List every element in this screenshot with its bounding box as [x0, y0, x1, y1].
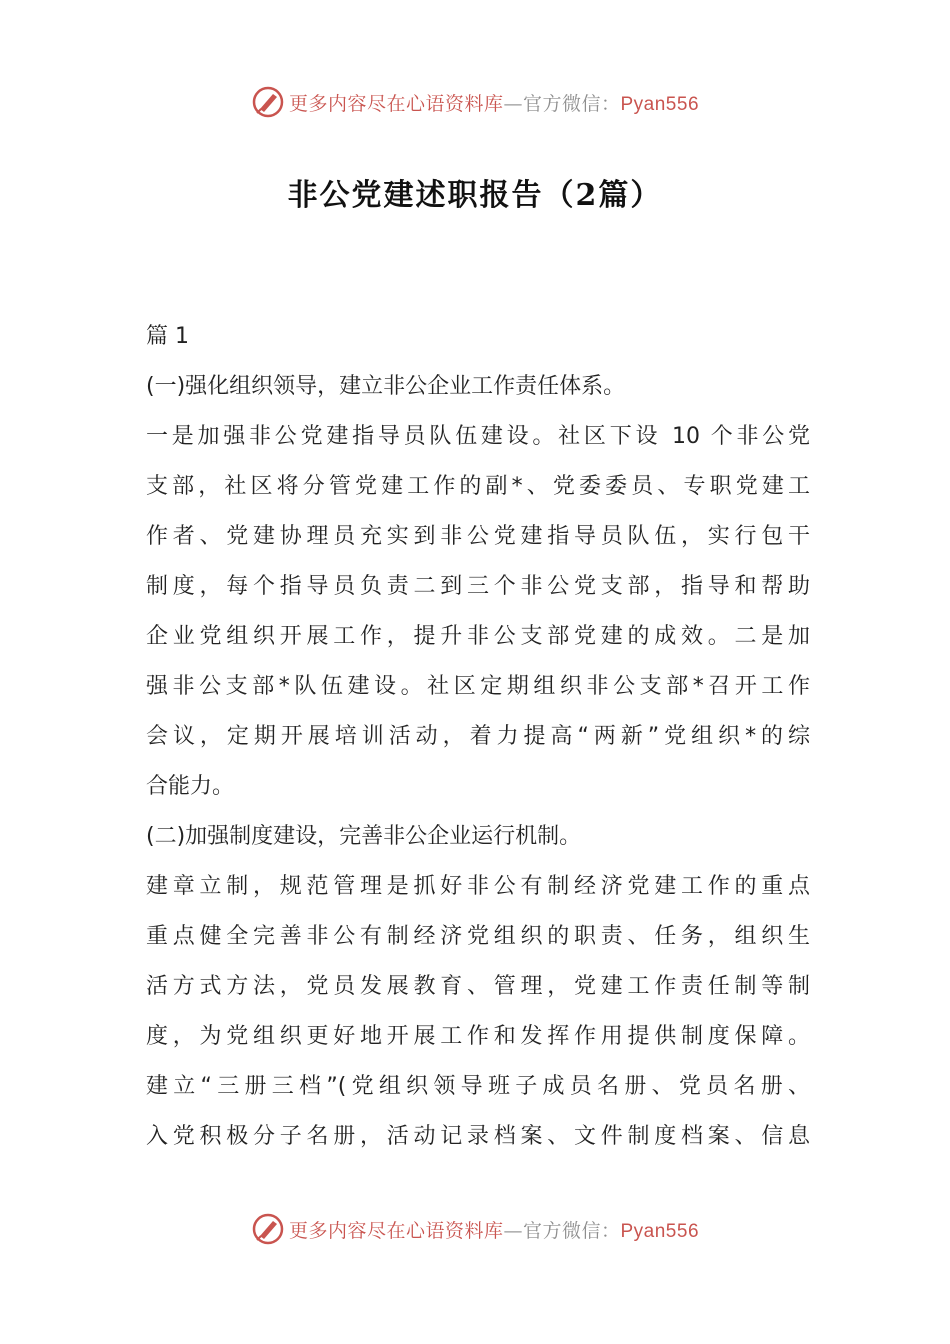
banner-text — [289, 1216, 699, 1243]
banner-dash: — — [503, 1219, 523, 1242]
banner-text — [289, 89, 699, 116]
heading-1: (一)强化组织领导，建立非公企业工作责任体系。 — [146, 374, 626, 399]
pen-logo-icon — [251, 85, 285, 119]
heading-2: (二)加强制度建设，完善非公企业运行机制。 — [146, 824, 582, 849]
section-label: 篇 1 — [146, 324, 189, 349]
document-body — [146, 312, 810, 1162]
footer-banner — [0, 1209, 950, 1249]
pen-logo-icon — [251, 1212, 285, 1246]
paragraph-line: 支部，社区将分管党建工作的副*、党委委员、专职党建工 — [146, 474, 810, 499]
banner-wechat-id: Pyan556 — [620, 93, 700, 115]
paragraph-line: 合能力。 — [146, 774, 235, 799]
paragraph-line: 重点健全完善非公有制经济党组织的职责、任务，组织生 — [146, 924, 810, 949]
paragraph-line: 作者、党建协理员充实到非公党建指导员队伍，实行包干 — [146, 524, 810, 549]
banner-library-name: 更多内容尽在心语资料库 — [288, 92, 504, 115]
paragraph-line: 制度，每个指导员负责二到三个非公党支部，指导和帮助 — [146, 574, 810, 599]
paragraph-line: 入党积极分子名册，活动记录档案、文件制度档案、信息 — [146, 1124, 810, 1149]
paragraph-line: 强非公支部*队伍建设。社区定期组织非公支部*召开工作 — [146, 674, 810, 699]
paragraph-line: 建章立制，规范管理是抓好非公有制经济党建工作的重点 — [146, 874, 810, 899]
banner-dash: — — [503, 92, 523, 115]
banner-wechat-label: 官方微信： — [522, 1219, 621, 1242]
banner-wechat-id: Pyan556 — [620, 1220, 700, 1242]
banner-wechat-label: 官方微信： — [522, 92, 621, 115]
paragraph-line: 建立“三册三档”(党组织领导班子成员名册、党员名册、 — [146, 1074, 810, 1099]
header-banner — [0, 82, 950, 122]
paragraph-line: 活方式方法，党员发展教育、管理，党建工作责任制等制 — [146, 974, 810, 999]
paragraph-line: 度，为党组织更好地开展工作和发挥作用提供制度保障。 — [146, 1024, 810, 1049]
banner-library-name: 更多内容尽在心语资料库 — [288, 1219, 504, 1242]
paragraph-line: 会议，定期开展培训活动，着力提高“两新”党组织*的综 — [146, 724, 810, 749]
document-title: 非公党建述职报告（2篇） — [287, 178, 663, 213]
paragraph-line: 一是加强非公党建指导员队伍建设。社区下设 10 个非公党 — [146, 424, 810, 449]
paragraph-line: 企业党组织开展工作，提升非公支部党建的成效。二是加 — [146, 624, 810, 649]
